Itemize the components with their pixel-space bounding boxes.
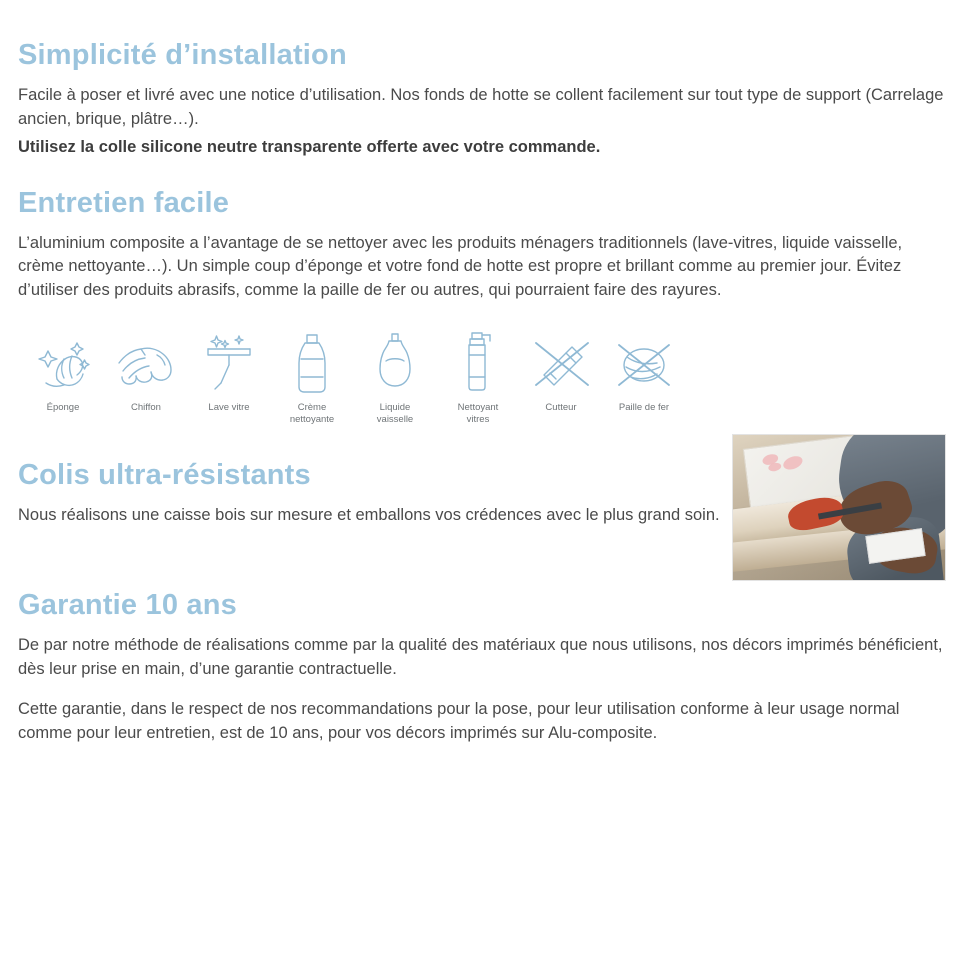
garantie-paragraph-2: Cette garantie, dans le respect de nos recommandations pour la pose, pour leur utilisation conforme à leur usage normal comme pour leur entretien, est de 10 ans, pour vos décors imprimés sur Alu-composite. <box>18 699 900 742</box>
icon-caption-dish-soap: Liquide vaisselle <box>376 402 414 426</box>
icon-caption-glass-cleaner: Nettoyant vitres <box>457 402 499 426</box>
entretien-paragraph-1: L’aluminium composite a l’avantage de se nettoyer avec les produits ménagers traditionnels (lave-vitres, liquide vaisselle, crème nettoyante…). Un simple coup d’éponge et votre fond de hotte est propre et brillant comme au premier jour. Évitez d’utiliser des produits abrasifs, comme la paille de fer ou autres, qui pourraient faire des rayures. <box>18 233 903 300</box>
photo-pink-motif <box>781 453 804 471</box>
page-title-entretien: Entretien facile <box>18 186 230 219</box>
icon-item-cream-cleaner <box>271 329 353 426</box>
cleaning-icons-strip <box>18 329 950 426</box>
photo-pink-motif <box>767 462 781 473</box>
icon-item-cutter-forbidden <box>520 329 602 414</box>
section-colis <box>18 460 950 528</box>
cloth-icon <box>105 329 187 395</box>
dish-soap-icon <box>354 329 436 395</box>
page-title-garantie: Garantie 10 ans <box>18 588 237 621</box>
icon-caption-sponge: Éponge <box>46 402 80 414</box>
icon-caption-cloth: Chiffon <box>131 402 161 414</box>
icon-item-dish-soap <box>354 329 436 426</box>
icon-caption-steel-wool: Paille de fer <box>618 402 670 414</box>
glass-cleaner-icon <box>437 329 519 395</box>
icon-item-cloth <box>105 329 187 414</box>
cutter-forbidden-icon <box>520 329 602 395</box>
icon-caption-cutter: Cutteur <box>545 402 577 414</box>
icon-item-steel-wool-forbidden <box>603 329 685 414</box>
icon-caption-cream-cleaner: Crème nettoyante <box>289 402 335 426</box>
squeegee-icon <box>188 329 270 395</box>
page-title-colis: Colis ultra-résistants <box>18 459 311 492</box>
section-garantie <box>18 590 950 746</box>
installation-paragraph-1: Facile à poser et livré avec une notice d’utilisation. Nos fonds de hotte se collent facilement sur tout type de support (Carrelage ancien, brique, plâtre…). <box>18 85 944 128</box>
cream-cleaner-icon <box>271 329 353 395</box>
icon-item-glass-cleaner <box>437 329 519 426</box>
garantie-paragraph-1: De par notre méthode de réalisations comme par la qualité des matériaux que nous utilisons, nos décors imprimés bénéficient, dès leur prise en main, d’une garantie contractuelle. <box>18 635 943 678</box>
paragraph-spacer <box>18 686 950 698</box>
icon-item-squeegee <box>188 329 270 414</box>
installation-paragraph-2: Utilisez la colle silicone neutre transparente offerte avec votre commande. <box>18 137 601 156</box>
colis-paragraph-1: Nous réalisons une caisse bois sur mesure et emballons vos crédences avec le plus grand soin. <box>18 505 720 524</box>
section-installation <box>18 40 950 160</box>
sponge-icon <box>22 329 104 395</box>
icon-item-sponge <box>22 329 104 414</box>
icon-caption-squeegee: Lave vitre <box>208 402 250 414</box>
section-entretien <box>18 188 950 426</box>
page-title-installation: Simplicité d’installation <box>18 39 347 71</box>
steel-wool-forbidden-icon <box>603 329 685 395</box>
packaging-photo <box>732 434 946 581</box>
